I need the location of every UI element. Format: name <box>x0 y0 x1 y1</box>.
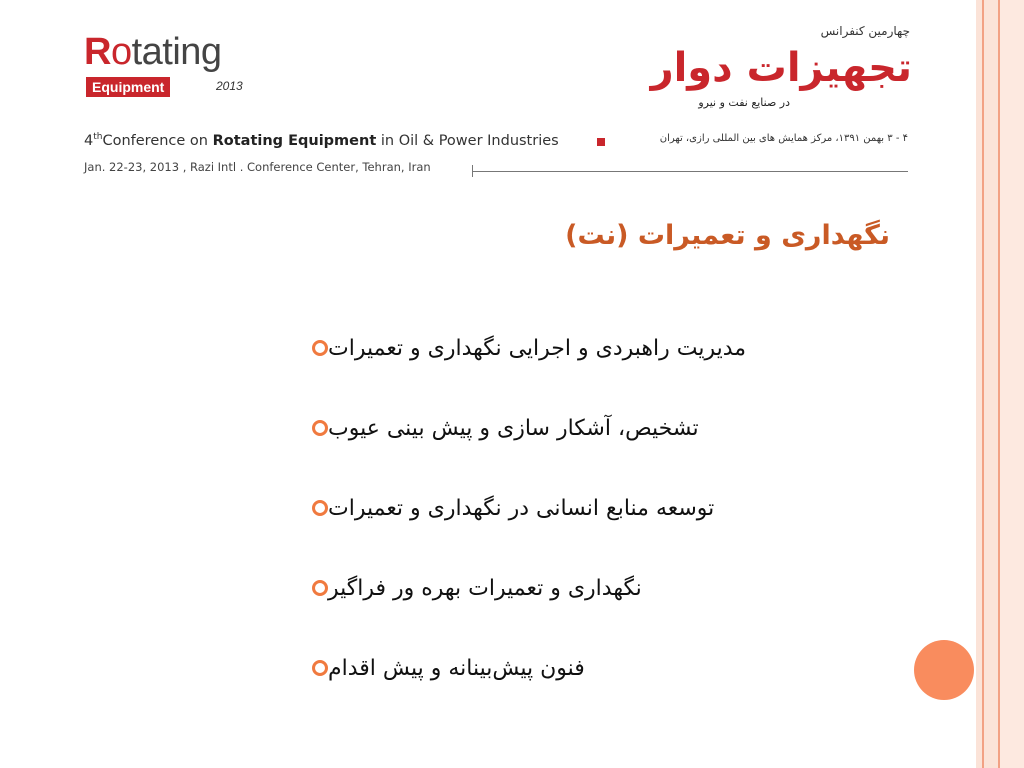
bullet-item <box>300 548 880 628</box>
bullet-list <box>300 308 880 708</box>
conference-title-en: 4thConference on Rotating Equipment in Oil & Power Industries <box>84 132 559 149</box>
logo-equipment-badge: Equipment <box>86 77 170 97</box>
bullet-text: تشخیص، آشکار سازی و پیش بینی عیوب <box>328 415 699 441</box>
logo-wordmark: Rotating <box>84 31 222 73</box>
persian-logo-prefix: چهارمین کنفرانس <box>820 24 910 38</box>
bullet-ring-icon <box>312 660 328 676</box>
decorative-stripes <box>976 0 1024 768</box>
bullet-item <box>300 308 880 388</box>
slide-title: نگهداری و تعمیرات (نت) <box>565 220 890 251</box>
bullet-item <box>300 468 880 548</box>
conference-date-location: Jan. 22-23, 2013 , Razi Intl . Conference Center, Tehran, Iran <box>84 160 431 174</box>
bullet-ring-icon <box>312 500 328 516</box>
decorative-orange-circle <box>914 640 974 700</box>
persian-logo-title: تجهیزات دوار <box>650 45 912 91</box>
rotating-equipment-logo <box>84 30 254 100</box>
bullet-text: توسعه منابع انسانی در نگهداری و تعمیرات <box>328 495 715 521</box>
bullet-text: مدیریت راهبردی و اجرایی نگهداری و تعمیرات <box>328 335 747 361</box>
persian-logo-subtitle: در صنایع نفت و نیرو <box>698 96 790 109</box>
bullet-ring-icon <box>312 580 328 596</box>
bullet-ring-icon <box>312 420 328 436</box>
bullet-text: فنون پیش‌بینانه و پیش اقدام <box>328 655 585 681</box>
header-rule <box>472 171 908 172</box>
bullet-item <box>300 388 880 468</box>
bullet-ring-icon <box>312 340 328 356</box>
separator-square <box>597 138 605 146</box>
conference-title-fa: ۴ - ۳ بهمن ۱۳۹۱، مرکز همایش های بین المللی رازی، تهران <box>659 133 908 144</box>
bullet-item <box>300 628 880 708</box>
logo-year: 2013 <box>216 79 243 93</box>
bullet-text: نگهداری و تعمیرات بهره ور فراگیر <box>328 575 642 601</box>
